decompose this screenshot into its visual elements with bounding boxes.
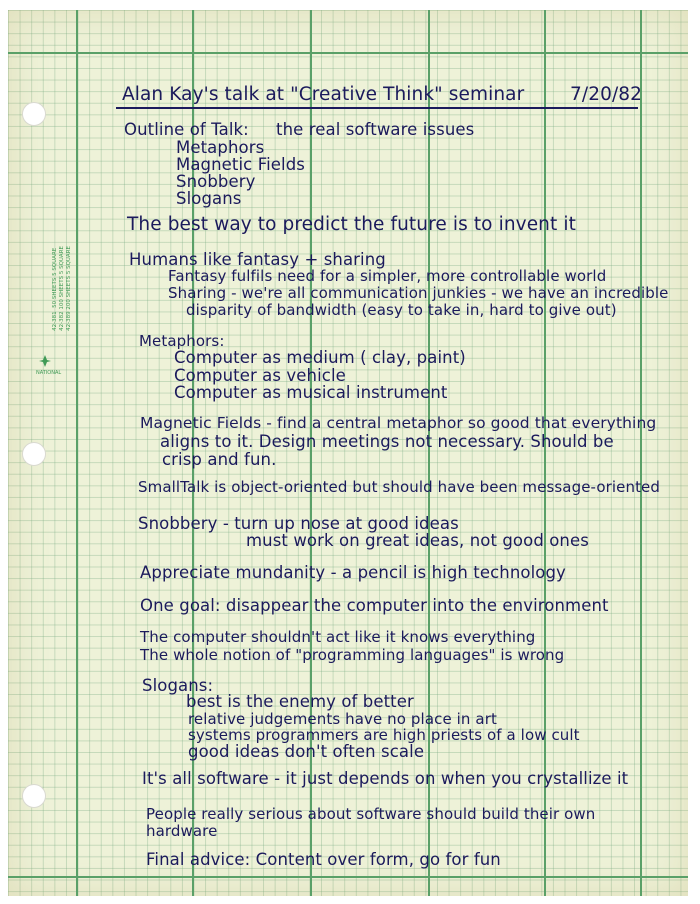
slogans-heading: Slogans: — [142, 676, 214, 695]
outline-label: Outline of Talk: — [124, 120, 249, 139]
metaphor-vehicle: Computer as vehicle — [174, 366, 346, 385]
binder-hole-middle — [22, 442, 46, 466]
final-advice-note: Final advice: Content over form, go for fun — [146, 850, 501, 869]
snobbery-line-1: Snobbery - turn up nose at good ideas — [138, 514, 459, 533]
slogan-good-ideas-scale: good ideas don't often scale — [188, 742, 425, 761]
slogan-systems-programmers: systems programmers are high priests of a low cult — [188, 726, 580, 744]
computer-act-note: The computer shouldn't act like it knows everything — [140, 628, 536, 646]
outline-text: the real software issues — [276, 120, 475, 139]
column-rule-4 — [544, 10, 546, 896]
metaphor-instrument: Computer as musical instrument — [174, 383, 448, 402]
column-rule-3 — [428, 10, 430, 896]
whole-notion-note: The whole notion of "programming languages" is wrong — [140, 646, 565, 664]
people-serious-line-2: hardware — [146, 822, 218, 840]
page-title: Alan Kay's talk at "Creative Think" seminar — [122, 84, 525, 105]
outline-item-magnetic-fields: Magnetic Fields — [176, 155, 305, 174]
outline-item-metaphors: Metaphors — [176, 138, 265, 157]
humans-heading: Humans like fantasy + sharing — [129, 250, 386, 269]
title-underline — [116, 107, 638, 109]
humans-line-disparity: disparity of bandwidth (easy to take in, hard to give out) — [186, 301, 617, 319]
snobbery-line-2: must work on great ideas, not good ones — [246, 531, 589, 550]
magnetic-line-3: crisp and fun. — [162, 450, 277, 469]
slogan-best-enemy: best is the enemy of better — [186, 692, 414, 711]
sheet-count-text: 42-381 50 SHEETS 5 SQUARE 42-382 100 SHEETS 5 SQUARE 42-389 200 SHEETS 5 SQUARE — [52, 246, 72, 331]
margin-rule-top — [8, 52, 688, 54]
margin-rule-right — [640, 10, 642, 896]
column-rule-2 — [310, 10, 312, 896]
slogan-relative-judgements: relative judgements have no place in art — [188, 710, 497, 728]
outline-item-snobbery: Snobbery — [176, 172, 256, 191]
binder-hole-top — [22, 102, 46, 126]
mundanity-note: Appreciate mundanity - a pencil is high technology — [140, 563, 566, 582]
outline-item-slogans: Slogans — [176, 189, 242, 208]
people-serious-line-1: People really serious about software should build their own — [146, 805, 596, 823]
metaphors-heading: Metaphors: — [139, 332, 225, 350]
brand-name: NATIONAL — [36, 370, 62, 376]
metaphor-medium: Computer as medium ( clay, paint) — [174, 348, 466, 367]
smalltalk-note: SmallTalk is object-oriented but should have been message-oriented — [138, 478, 661, 496]
margin-rule-bottom — [8, 876, 688, 878]
magnetic-line-1: Magnetic Fields - find a central metaphor so good that everything — [140, 414, 657, 432]
one-goal-note: One goal: disappear the computer into the environment — [140, 596, 609, 615]
magnetic-line-2: aligns to it. Design meetings not necessary. Should be — [160, 432, 614, 451]
quote-predict-future: The best way to predict the future is to invent it — [127, 214, 576, 235]
humans-line-sharing: Sharing - we're all communication junkies - we have an incredible — [168, 284, 669, 302]
paper-brand-imprint — [32, 246, 74, 386]
page-date: 7/20/82 — [570, 84, 643, 105]
humans-line-fantasy: Fantasy fulfils need for a simpler, more controllable world — [168, 267, 607, 285]
brand-logo-icon — [38, 354, 52, 368]
all-software-note: It's all software - it just depends on when you crystallize it — [142, 769, 629, 788]
margin-rule-left — [76, 10, 78, 896]
graph-paper-page — [8, 10, 688, 896]
binder-hole-bottom — [22, 784, 46, 808]
